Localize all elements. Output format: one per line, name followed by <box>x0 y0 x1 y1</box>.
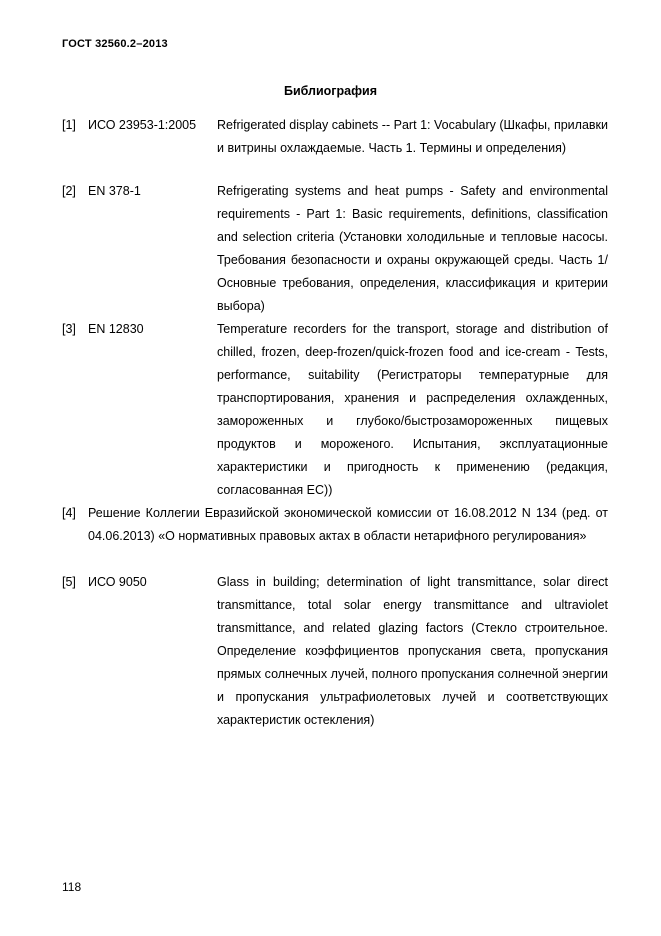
reference-item-3 <box>62 318 608 502</box>
reference-item-5 <box>62 571 608 732</box>
reference-text: Refrigerated display cabinets -- Part 1: Vocabulary (Шкафы, прилавки и витрины охлаждаемые. Часть 1. Термины и определения) <box>217 118 608 155</box>
reference-text: Temperature recorders for the transport, storage and distribution of chilled, frozen, deep-frozen/quick-frozen food and ice-cream - Tests, performance, suitability (Регистраторы температурные для транспортирования, хранения и распределения охлажденных, замороженных и глубоко/быстрозамороженных пищевых продуктов и мороженого. Испытания, эксплуатационные характеристики и пригодность к применению (редакция, согласованная ЕС)) <box>217 322 608 497</box>
reference-code: ИСО 23953-1:2005 <box>88 118 197 132</box>
reference-number: [1] <box>62 118 76 132</box>
reference-text: Glass in building; determination of light transmittance, solar direct transmittance, total solar energy transmittance and ultraviolet transmittance, and related glazing factors (Стекло строительное. Определение коэффициентов пропускания света, пропускания прямых солнечных лучей, полного пропускания солнечной энергии и пропускания ультрафиолетовых лучей и соответствующих характеристик остекления) <box>217 575 608 727</box>
reference-number: [3] <box>62 322 76 336</box>
page-number: 118 <box>62 880 82 894</box>
reference-number: [4] <box>62 506 76 520</box>
reference-item-2 <box>62 180 608 318</box>
reference-code: ИСО 9050 <box>88 575 147 589</box>
reference-text: Refrigerating systems and heat pumps - Safety and environmental requirements - Part 1: Basic requirements, definitions, classification and selection criteria (Установки холодильные и тепловые насосы. Требования безопасности и охраны окружающей среды. Часть 1/ Основные требования, определения, классификация и критерии выбора) <box>217 184 608 313</box>
section-title: Библиография <box>283 84 378 98</box>
document-header: ГОСТ 32560.2–2013 <box>62 38 168 50</box>
reference-code: EN 12830 <box>88 322 144 336</box>
reference-code: EN 378-1 <box>88 184 141 198</box>
reference-item-4 <box>62 502 608 548</box>
reference-item-1 <box>62 114 608 160</box>
reference-number: [2] <box>62 184 76 198</box>
reference-text: Решение Коллегии Евразийской экономической комиссии от 16.08.2012 N 134 (ред. от 04.06.2013) «О нормативных правовых актах в области нетарифного регулирования» <box>88 506 608 543</box>
reference-number: [5] <box>62 575 76 589</box>
